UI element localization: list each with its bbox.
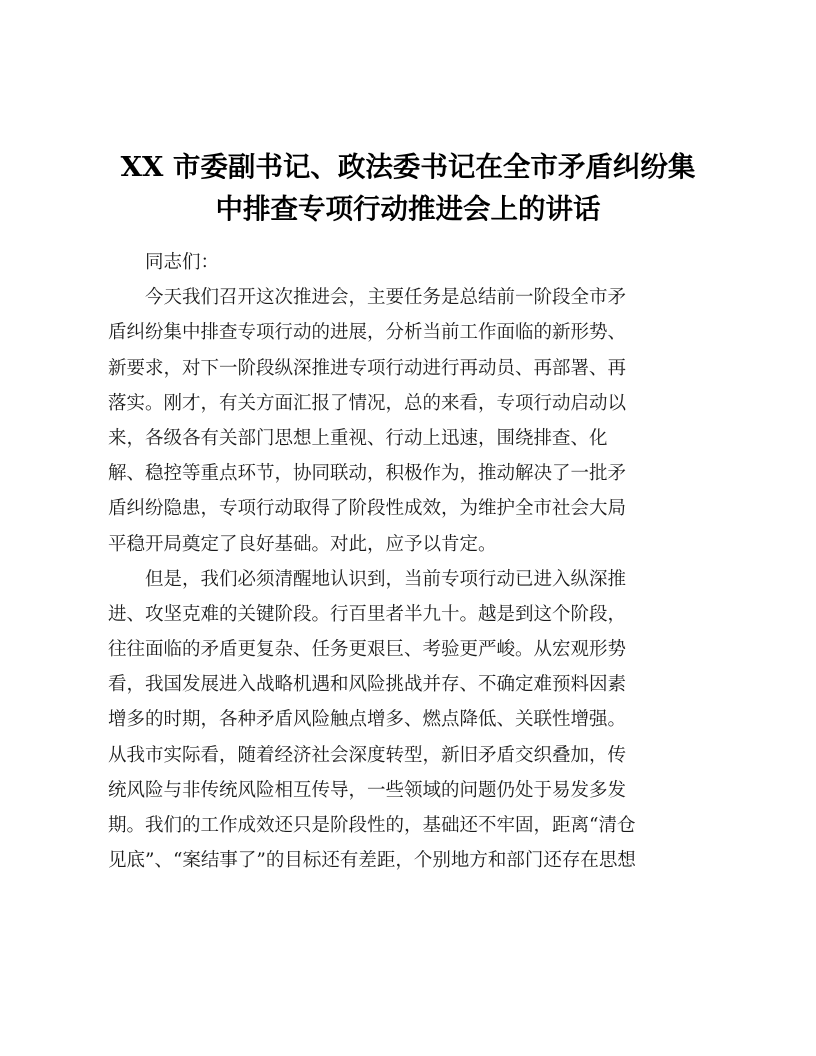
paragraph-2-line: 从我市实际看，随着经济社会深度转型，新旧矛盾交织叠加，传: [108, 744, 627, 766]
paragraph-2-line: 往往面临的矛盾更复杂、任务更艰巨、考验更严峻。从宏观形势: [108, 639, 627, 661]
paragraph-1-line: 平稳开局奠定了良好基础。对此，应予以肯定。: [108, 533, 497, 555]
paragraph-1-line: 新要求，对下一阶段纵深推进专项行动进行再动员、再部署、再: [108, 357, 627, 379]
paragraph-1-line: 落实。刚才，有关方面汇报了情况，总的来看，专项行动启动以: [108, 392, 627, 414]
paragraph-1-line: 来，各级各有关部门思想上重视、行动上迅速，围绕排查、化: [108, 427, 608, 449]
paragraph-2-line: 进、攻坚克难的关键阶段。行百里者半九十。越是到这个阶段，: [108, 603, 627, 625]
document-body: [108, 245, 708, 878]
paragraph-1-line: 解、稳控等重点环节，协同联动，积极作为，推动解决了一批矛: [108, 463, 627, 485]
paragraph-1-line: 盾纠纷隐患，专项行动取得了阶段性成效，为维护全市社会大局: [108, 498, 627, 520]
paragraph-2-line: 见底”、“案结事了”的目标还有差距，个别地方和部门还存在思想: [108, 850, 636, 872]
paragraph-1-line: 今天我们召开这次推进会，主要任务是总结前一阶段全市矛: [145, 287, 627, 309]
paragraph-2-line: 增多的时期，各种矛盾风险触点增多、燃点降低、关联性增强。: [108, 709, 627, 731]
paragraph-2-line: 期。我们的工作成效还只是阶段性的，基础还不牢固，距离“清仓: [108, 815, 636, 836]
document-title: [96, 146, 720, 230]
paragraph-2-line: 但是，我们必须清醒地认识到，当前专项行动已进入纵深推: [145, 568, 627, 590]
salutation: 同志们：: [145, 252, 220, 273]
paragraph-2-line: 看，我国发展进入战略机遇和风险挑战并存、不确定难预料因素: [108, 674, 627, 696]
paragraph-1-line: 盾纠纷集中排查专项行动的进展，分析当前工作面临的新形势、: [108, 322, 627, 344]
paragraph-2-line: 统风险与非传统风险相互传导，一些领域的问题仍处于易发多发: [108, 779, 627, 801]
title-line-1: XX 市委副书记、政法委书记在全市矛盾纠纷集: [120, 151, 696, 183]
title-line-2: 中排查专项行动推进会上的讲话: [215, 193, 601, 225]
